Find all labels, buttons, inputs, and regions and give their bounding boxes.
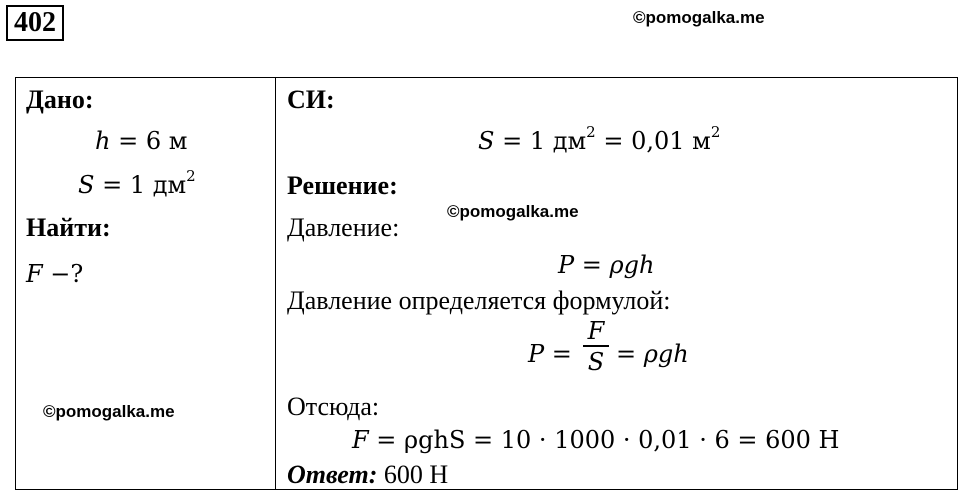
watermark-left: ©pomogalka.me [43, 402, 175, 421]
formula2-lhs: P = [528, 340, 572, 368]
hence-label: Отсюда: [287, 392, 380, 421]
given-s: S = 1 $дм^2$ [78, 167, 196, 199]
pressure-label: Давление: [287, 213, 400, 242]
column-divider [275, 77, 276, 490]
solution-heading: Решение: [287, 171, 398, 200]
given-heading: Дано: [26, 85, 94, 114]
si-conversion: S = 1 $дм^2 = 0,01$ $м^2$ [478, 123, 721, 155]
find-heading: Найти: [26, 213, 111, 242]
find-f: F −? [26, 260, 84, 288]
formula2-rhs: = ρgh [616, 340, 689, 368]
defined-label: Давление определяется формулой: [287, 286, 671, 315]
answer-line: Ответ: 600 Н [287, 460, 449, 489]
fraction-denominator: S [587, 348, 605, 376]
si-heading: СИ: [287, 85, 335, 114]
given-h: h = 6 м [95, 127, 188, 155]
watermark-top: ©pomogalka.me [633, 8, 765, 27]
fraction-numerator: F [587, 317, 605, 345]
problem-number: 402 [6, 5, 64, 41]
watermark-middle: ©pomogalka.me [447, 202, 579, 221]
formula-force: F = ρghS = 10 · 1000 · 0,01 · 6 = 600 Н [352, 426, 840, 454]
formula2-fraction [583, 318, 609, 375]
formula-pressure: P = ρgh [558, 251, 655, 279]
